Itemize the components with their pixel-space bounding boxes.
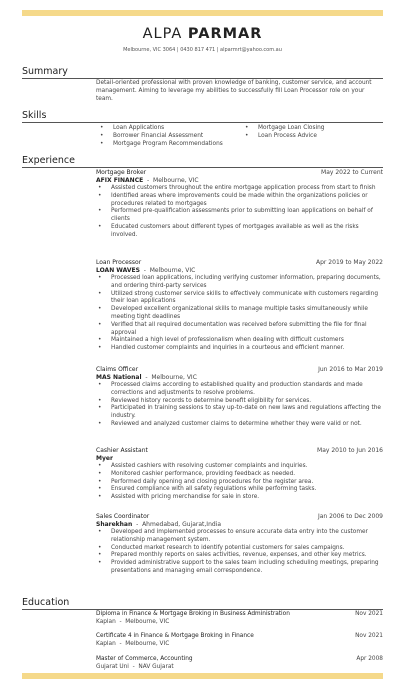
top-accent-bar xyxy=(22,10,383,16)
job-bullet: • Performed pre-qualification assessments prior to submitting loan applications on behalf of clients xyxy=(96,208,383,224)
job-bullet: • Developed excellent organizational skills to manage multiple tasks simultaneously while meeting tight deadlines xyxy=(96,306,383,322)
section-rule xyxy=(22,167,383,168)
skills-column-2 xyxy=(243,124,383,140)
job-bullet: • Verified that all required documentation was received before submitting the file for final approval xyxy=(96,322,383,338)
education-section-header xyxy=(22,597,383,610)
job-location: Melbourne, VIC xyxy=(151,374,197,381)
school-location: NAV Gujarat xyxy=(138,664,174,670)
job-location: Ahmedabad, Gujarat,India xyxy=(142,521,222,528)
school-name: Gujarat Uni xyxy=(96,664,129,670)
job-bullet: • Educated customers about different types of mortgages available as well as the risks involved. xyxy=(96,224,383,240)
degree-date: Apr 2008 xyxy=(356,656,383,662)
education-entry: Master of Commerce, Accounting Apr 2008 Gujarat Uni - NAV Gujarat xyxy=(96,656,383,670)
school-name: Kaplan xyxy=(96,619,116,625)
education-entry: Certificate 4 in Finance & Mortgage Broking in Finance Nov 2021 Kaplan - Melbourne, VIC xyxy=(96,633,383,647)
job-bullet: • Processed claims according to established quality and production standards and made corrections and adjustments to resolve problems. xyxy=(96,382,383,398)
company-name: LOAN WAVES xyxy=(96,267,140,274)
section-title: Summary xyxy=(22,66,68,77)
skill-item: • Borrower Financial Assessment xyxy=(98,132,248,140)
job-bullet: • Conducted market research to identify potential customers for sales campaigns. xyxy=(96,545,383,553)
degree-date: Nov 2021 xyxy=(355,611,383,617)
job-bullets xyxy=(84,382,383,429)
company-name: Sharekhan xyxy=(96,521,133,528)
summary-text: Detail-oriented professional with proven knowledge of banking, customer service, and account management. Aiming to leverage my abilities to successfully fill Loan Processor role on your team. xyxy=(96,80,372,102)
experience-section-header xyxy=(22,155,383,168)
company-name: MAS National xyxy=(96,374,142,381)
company-name: Myer xyxy=(96,455,113,462)
job-entry: Claims Officer Jun 2016 to Mar 2019 MAS National - Melbourne, VIC • Processed claims according to established quality and production standards and made corrections and adjustments to resolve problems. • Reviewed history records to determine benefit eligibility for services. • Participated in training sessions to stay up-to-date on new laws and regulations affecting the industry. • Reviewed and analyzed customer claims to determine whether they were valid or not. xyxy=(84,366,383,429)
job-bullet: • Assisted cashiers with resolving customer complaints and inquiries. xyxy=(96,463,383,471)
job-date: Jan 2006 to Dec 2009 xyxy=(317,513,383,520)
job-title: Cashier Assistant xyxy=(96,447,148,454)
contact-line: Melbourne, VIC 3064 | 0430 817 471 | alparmrt@yahoo.com.au xyxy=(123,47,282,53)
job-bullet: • Identified areas where improvements could be made within the organizations policies or procedures related to mortgages xyxy=(96,193,383,209)
education-entry: Diploma in Finance & Mortgage Broking in Business Administration Nov 2021 Kaplan - Melbourne, VIC xyxy=(96,611,383,625)
first-name: ALPA xyxy=(142,26,183,42)
skill-item: • Mortgage Loan Closing xyxy=(243,124,383,132)
job-title: Claims Officer xyxy=(96,366,139,373)
job-bullet: • Utilized strong customer service skills to effectively communicate with customers regarding their loan applications xyxy=(96,291,383,307)
job-location: Melbourne, VIC xyxy=(149,267,196,274)
job-entry: Sales Coordinator Jan 2006 to Dec 2009 Sharekhan - Ahmedabad, Gujarat,India • Developed and implemented processes to ensure accurate data entry into the customer relationship management system. • Conducted market research to identify potential customers for sales campaigns. • Prepared monthly reports on sales activities, revenue, expenses, and other key metrics. • Provided administrative support to the sales team including scheduling meetings, preparing presentations and managing email correspondence. xyxy=(84,513,383,576)
skills-section-header xyxy=(22,110,383,123)
job-date: Jun 2016 to Mar 2019 xyxy=(318,366,383,373)
job-bullet: • Participated in training sessions to stay up-to-date on new laws and regulations affecting the industry. xyxy=(96,405,383,421)
job-bullet: • Performed daily opening and closing procedures for the register area. xyxy=(96,479,383,487)
job-bullet: • Monitored cashier performance, providing feedback as needed. xyxy=(96,471,383,479)
job-bullet: • Maintained a high level of professionalism when dealing with difficult customers xyxy=(96,337,383,345)
job-bullets xyxy=(84,529,383,576)
section-title: Skills xyxy=(22,110,47,121)
job-entry xyxy=(84,447,383,502)
job-date: May 2022 to Current xyxy=(321,169,383,176)
job-title: Mortgage Broker xyxy=(96,169,147,176)
job-bullet: • Assisted with pricing merchandise for sale in store. xyxy=(96,494,383,502)
job-bullets xyxy=(84,185,383,240)
section-title: Experience xyxy=(22,155,75,166)
degree-date: Nov 2021 xyxy=(355,633,383,639)
degree-title: Certificate 4 in Finance & Mortgage Broking in Finance xyxy=(96,633,254,639)
school-location: Melbourne, VIC xyxy=(125,619,170,625)
company-name: AFIX FINANCE xyxy=(96,177,144,184)
job-bullet: • Reviewed history records to determine benefit eligibility for services. xyxy=(96,398,383,406)
school-name: Kaplan xyxy=(96,641,116,647)
job-date: May 2010 to Jun 2016 xyxy=(317,447,383,454)
job-bullet: • Developed and implemented processes to ensure accurate data entry into the customer relationship management system. xyxy=(96,529,383,545)
skills-column-1 xyxy=(98,124,248,148)
job-bullet: • Ensured compliance with all safety regulations while performing tasks. xyxy=(96,486,383,494)
job-bullets xyxy=(84,275,383,353)
job-date: Apr 2019 to May 2022 xyxy=(316,259,383,266)
summary-section-header xyxy=(22,66,383,79)
candidate-name xyxy=(0,26,405,42)
skill-item: • Loan Process Advice xyxy=(243,132,383,140)
job-bullet: • Provided administrative support to the sales team including scheduling meetings, preparing presentations and managing email correspondence. xyxy=(96,560,383,576)
section-title: Education xyxy=(22,597,70,608)
job-bullet: • Assisted customers throughout the entire mortgage application process from start to finish xyxy=(96,185,383,193)
job-bullets xyxy=(84,463,383,502)
degree-title: Master of Commerce, Accounting xyxy=(96,656,193,662)
skill-item: • Mortgage Program Recommendations xyxy=(98,140,248,148)
job-title: Sales Coordinator xyxy=(96,513,150,520)
school-location: Melbourne, VIC xyxy=(125,641,170,647)
job-bullet: • Prepared monthly reports on sales activities, revenue, expenses, and other key metrics. xyxy=(96,552,383,560)
job-location: Melbourne, VIC xyxy=(153,177,199,184)
job-entry: Mortgage Broker May 2022 to Current AFIX FINANCE - Melbourne, VIC • Assisted customers throughout the entire mortgage application process from start to finish • Identified areas where improvements could be made within the organizations policies or procedures related to mortgages • Performed pre-qualification assessments prior to submitting loan applications on behalf of clients • Educated customers about different types of mortgages available as well as the risks involved. xyxy=(84,169,383,240)
last-name: PARMAR xyxy=(187,26,263,42)
job-bullet: • Reviewed and analyzed customer claims to determine whether they were valid or not. xyxy=(96,421,383,429)
job-bullet: • Processed loan applications, including verifying customer information, preparing documents, and ordering third-party services xyxy=(96,275,383,291)
job-title: Loan Processor xyxy=(96,259,142,266)
section-rule xyxy=(22,122,383,123)
degree-title: Diploma in Finance & Mortgage Broking in Business Administration xyxy=(96,611,290,617)
bottom-accent-bar xyxy=(22,673,383,679)
job-entry: Loan Processor Apr 2019 to May 2022 LOAN WAVES - Melbourne, VIC • Processed loan applications, including verifying customer information, preparing documents, and ordering third-party services • Utilized strong customer service skills to effectively communicate with customers regarding their loan applications • Developed excellent organizational skills to manage multiple tasks simultaneously while meeting tight deadlines • Verified that all required documentation was received before submitting the file for final approval • Maintained a high level of professionalism when dealing with difficult customers • Handled customer complaints and inquiries in a courteous and efficient manner. xyxy=(84,259,383,353)
skill-item: • Loan Applications xyxy=(98,124,248,132)
job-bullet: • Handled customer complaints and inquiries in a courteous and efficient manner. xyxy=(96,345,383,353)
